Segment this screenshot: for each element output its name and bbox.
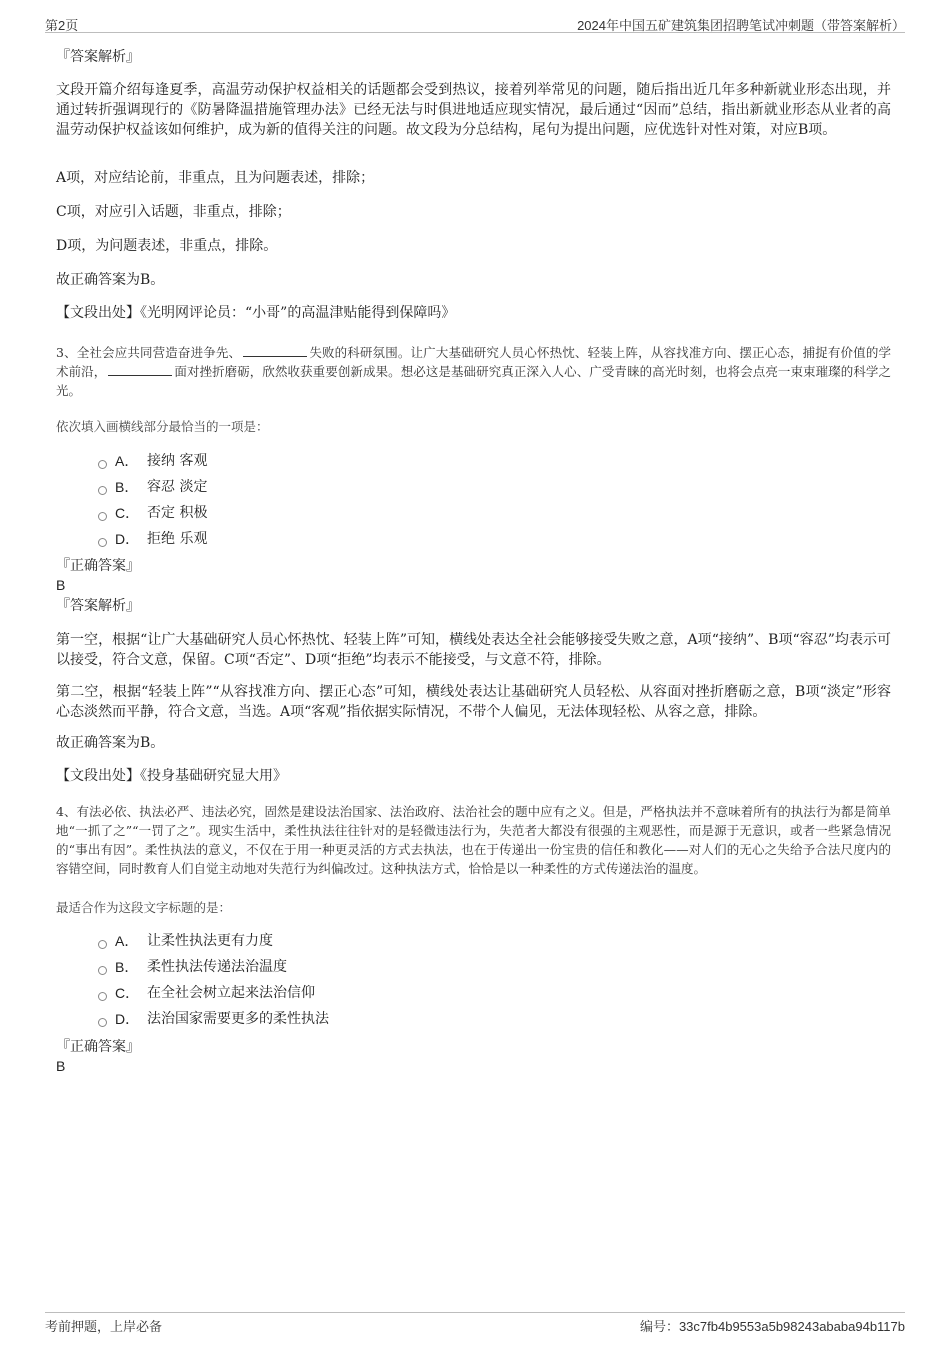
q3-stem-part1: 3、全社会应共同营造奋进争先、	[56, 345, 242, 360]
radio-icon[interactable]	[98, 1018, 107, 1027]
option-letter: A．	[115, 453, 139, 469]
option-text: 接纳 客观	[147, 453, 208, 469]
radio-icon[interactable]	[98, 992, 107, 1001]
footer-slogan: 考前押题，上岸必备	[45, 1319, 163, 1334]
option-letter: D．	[115, 531, 140, 547]
page-number: 第2页	[45, 18, 79, 33]
option-letter: C．	[115, 985, 140, 1001]
q3-source: 【文段出处】《投身基础研究显大用》	[56, 768, 287, 784]
q2-source: 【文段出处】《光明网评论员：“小哥”的高温津贴能得到保障吗》	[56, 305, 456, 321]
option-text: 在全社会树立起来法治信仰	[147, 985, 315, 1001]
q3-option-b[interactable]	[98, 477, 207, 497]
q3-option-c[interactable]	[98, 503, 207, 523]
q2-analysis-paragraph: 文段开篇介绍每逢夏季，高温劳动保护权益相关的话题都会受到热议，接着列举常见的问题，随后指出近几年多种新就业形态出现，并通过转折强调现行的《防暑降温措施管理办法》已经无法与时俱进地适应现实情况，最后通过“因而”总结，指出新就业形态从业者的高温劳动保护权益该如何维护，成为新的值得关注的问题。故文段为分总结构，尾句为提出问题，应优选针对性对策，对应B项。	[56, 82, 891, 138]
q2-analysis-option-d: D项，为问题表述，非重点，排除。	[56, 238, 278, 254]
q4-prompt: 最适合作为这段文字标题的是：	[56, 900, 232, 915]
option-text: 柔性执法传递法治温度	[147, 959, 287, 975]
q3-stem	[56, 343, 891, 400]
q3-analysis-label: 『答案解析』	[56, 598, 140, 614]
q4-answer: B	[56, 1058, 66, 1074]
page-header	[45, 12, 905, 33]
radio-icon[interactable]	[98, 966, 107, 975]
q3-stem-part2: 失败的科研氛围。让广大基础研究人员心怀热忱、轻装上阵，从容找准方向、摆正心态，捕捉有价值的学术前沿，	[56, 345, 891, 379]
q3-option-d[interactable]	[98, 529, 207, 549]
q3-prompt: 依次填入画横线部分最恰当的一项是：	[56, 419, 269, 434]
radio-icon[interactable]	[98, 512, 107, 521]
q4-stem: 4、有法必依、执法必严、违法必究，固然是建设法治国家、法治政府、法治社会的题中应有之义。但是，严格执法并不意味着所有的执法行为都是简单地“一抓了之”“一罚了之”。现实生活中，柔性执法往往针对的是轻微违法行为，失范者大都没有很强的主观恶性，而是源于无意识，或者一些紧急情况的“事出有因”。柔性执法的意义，不仅在于用一种更灵活的方式去执法，也在于传递出一份宝贵的信任和教化——对人们的无心之失给予合法尺度内的容错空间，同时教育人们自觉主动地对失范行为纠偏改过。这种执法方式，恰恰是以一种柔性的方式传递法治的温度。	[56, 804, 891, 876]
q4-option-a[interactable]	[98, 931, 273, 951]
option-text: 否定 积极	[147, 505, 208, 521]
q4-option-d[interactable]	[98, 1009, 329, 1029]
document-title: 2024年中国五矿建筑集团招聘笔试冲刺题（带答案解析）	[577, 18, 905, 33]
option-letter: C．	[115, 505, 140, 521]
q2-analysis-option-a: A项，对应结论前，非重点，且为问题表述，排除；	[56, 170, 375, 186]
q3-answer-label: 『正确答案』	[56, 558, 140, 574]
option-letter: B．	[115, 479, 139, 495]
radio-icon[interactable]	[98, 486, 107, 495]
q2-analysis-label: 『答案解析』	[56, 49, 140, 65]
q3-analysis-paragraph-2: 第二空，根据“轻装上阵”“从容找准方向、摆正心态”可知，横线处表达让基础研究人员轻松、从容面对挫折磨砺之意，B项“淡定”形容心态淡然而平静，符合文意，当选。A项“客观”指依据实际情况，不带个人偏见，无法体现轻松、从容之意，排除。	[56, 684, 891, 720]
q3-blank-1	[243, 344, 307, 357]
q2-analysis-option-c: C项，对应引入话题，非重点，排除；	[56, 204, 291, 220]
radio-icon[interactable]	[98, 460, 107, 469]
q3-stem-part3: 面对挫折磨砺，欣然收获重要创新成果。想必这是基础研究真正深入人心、广受青睐的高光时刻，也将会点亮一束束璀璨的科学之光。	[56, 364, 891, 398]
option-text: 法治国家需要更多的柔性执法	[147, 1011, 329, 1027]
q3-option-a[interactable]	[98, 451, 207, 471]
q3-blank-2	[108, 363, 172, 376]
q4-answer-label: 『正确答案』	[56, 1039, 140, 1055]
q2-conclusion: 故正确答案为B。	[56, 272, 165, 288]
option-text: 让柔性执法更有力度	[147, 933, 273, 949]
option-text: 拒绝 乐观	[147, 531, 208, 547]
option-text: 容忍 淡定	[147, 479, 208, 495]
page-footer	[45, 1312, 905, 1335]
q4-option-c[interactable]	[98, 983, 315, 1003]
option-letter: B．	[115, 959, 139, 975]
q3-answer: B	[56, 577, 66, 593]
q3-analysis-paragraph-1: 第一空，根据“让广大基础研究人员心怀热忱、轻装上阵”可知，横线处表达全社会能够接受失败之意，A项“接纳”、B项“容忍”均表示可以接受，符合文意，保留。C项“否定”、D项“拒绝”均表示不能接受，与文意不符，排除。	[56, 632, 891, 668]
q4-option-b[interactable]	[98, 957, 287, 977]
document-code: 编号：33c7fb4b9553a5b98243ababa94b117b	[639, 1319, 905, 1334]
option-letter: D．	[115, 1011, 140, 1027]
radio-icon[interactable]	[98, 538, 107, 547]
q3-conclusion: 故正确答案为B。	[56, 735, 165, 751]
option-letter: A．	[115, 933, 139, 949]
radio-icon[interactable]	[98, 940, 107, 949]
